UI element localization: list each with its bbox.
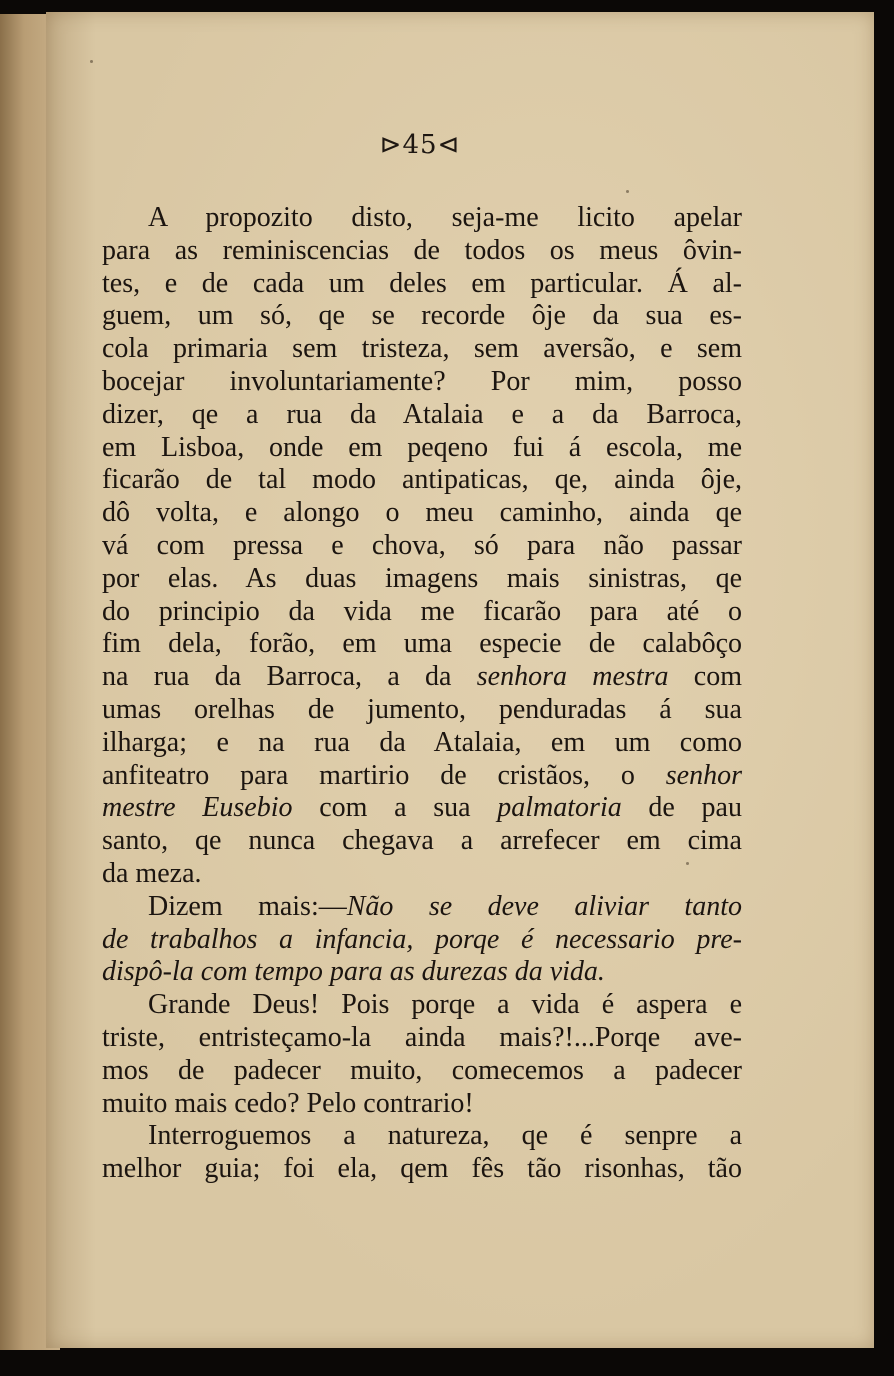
text-line: muito mais cedo? Pelo contrario! <box>102 1087 474 1119</box>
text-line: cola primaria sem tristeza, sem aversão, e sem <box>102 333 742 365</box>
page-number: ⊳45⊲ <box>379 130 461 160</box>
text-line: da meza. <box>102 857 202 889</box>
text-line: ilharga; e na rua da Atalaia, em um como <box>102 726 742 758</box>
text-line: em Lisboa, onde em peqeno fui á escola, me <box>102 431 742 463</box>
italic-phrase: de trabalhos a infancia, porqe é necessario pre- <box>102 923 742 955</box>
text-line: dô volta, e alongo o meu caminho, ainda qe <box>102 497 742 529</box>
text-line: guem, um só, qe se recorde ôje da sua es- <box>102 300 742 332</box>
text-line: Grande Deus! Pois porqe a vida é aspera e <box>148 989 742 1021</box>
italic-phrase: palmatoria <box>497 792 622 824</box>
text-line: santo, qe nunca chegava a arrefecer em cima <box>102 825 742 857</box>
text-segment: com <box>668 661 742 693</box>
ink-speck <box>686 862 689 865</box>
text-line: A propozito disto, seja-me licito apelar <box>148 202 742 233</box>
paragraph <box>102 891 742 989</box>
text-line: bocejar involuntariamente? Por mim, posso <box>102 365 742 397</box>
ink-speck <box>90 60 93 63</box>
book-page <box>46 12 874 1348</box>
italic-phrase: mestre Eusebio <box>102 792 293 824</box>
text-line: ficarão de tal modo antipaticas, qe, ainda ôje, <box>102 464 742 496</box>
italic-phrase: Não se deve aliviar tanto <box>346 890 742 922</box>
text-line: triste, entristeçamo-la ainda mais?!...Porqe ave- <box>102 1021 742 1053</box>
text-line: fim dela, forão, em uma especie de calabôço <box>102 628 742 660</box>
text-line: para as reminiscencias de todos os meus ôvin- <box>102 234 742 266</box>
text-segment: Dizem mais:— <box>148 890 347 922</box>
italic-phrase: senhor <box>665 759 742 791</box>
text-line <box>102 760 742 793</box>
text-segment: na rua da Barroca, a da <box>102 661 477 693</box>
italic-phrase: dispô-la com tempo para as durezas da vida. <box>102 956 605 988</box>
paragraph <box>102 1120 742 1186</box>
text-line: umas orelhas de jumento, penduradas á sua <box>102 693 742 725</box>
text-segment: de pau <box>621 792 742 824</box>
text-line: dizer, qe a rua da Atalaia e a da Barroca, <box>102 398 742 430</box>
text-line <box>102 956 742 989</box>
text-line <box>102 924 742 957</box>
ink-speck <box>626 190 629 193</box>
text-line: vá com pressa e chova, só para não passar <box>102 529 742 561</box>
text-line <box>102 891 742 924</box>
text-line: tes, e de cada um deles em particular. Á al- <box>102 267 742 299</box>
text-line: do principio da vida me ficarão para até o <box>102 595 742 627</box>
text-segment: com a sua <box>292 792 498 824</box>
text-line: por elas. As duas imagens mais sinistras, qe <box>102 562 742 594</box>
paragraph <box>102 202 742 891</box>
italic-phrase: senhora mestra <box>476 661 669 693</box>
text-line: Interroguemos a natureza, qe é senpre a <box>148 1120 742 1152</box>
text-segment: anfiteatro para martirio de cristãos, o <box>102 759 666 791</box>
paragraph <box>102 989 742 1120</box>
body-text <box>102 202 742 1186</box>
text-line <box>102 792 742 825</box>
text-line: melhor guia; foi ela, qem fês tão risonhas, tão <box>102 1153 742 1185</box>
text-line: mos de padecer muito, comecemos a padecer <box>102 1054 742 1086</box>
text-line <box>102 661 742 694</box>
